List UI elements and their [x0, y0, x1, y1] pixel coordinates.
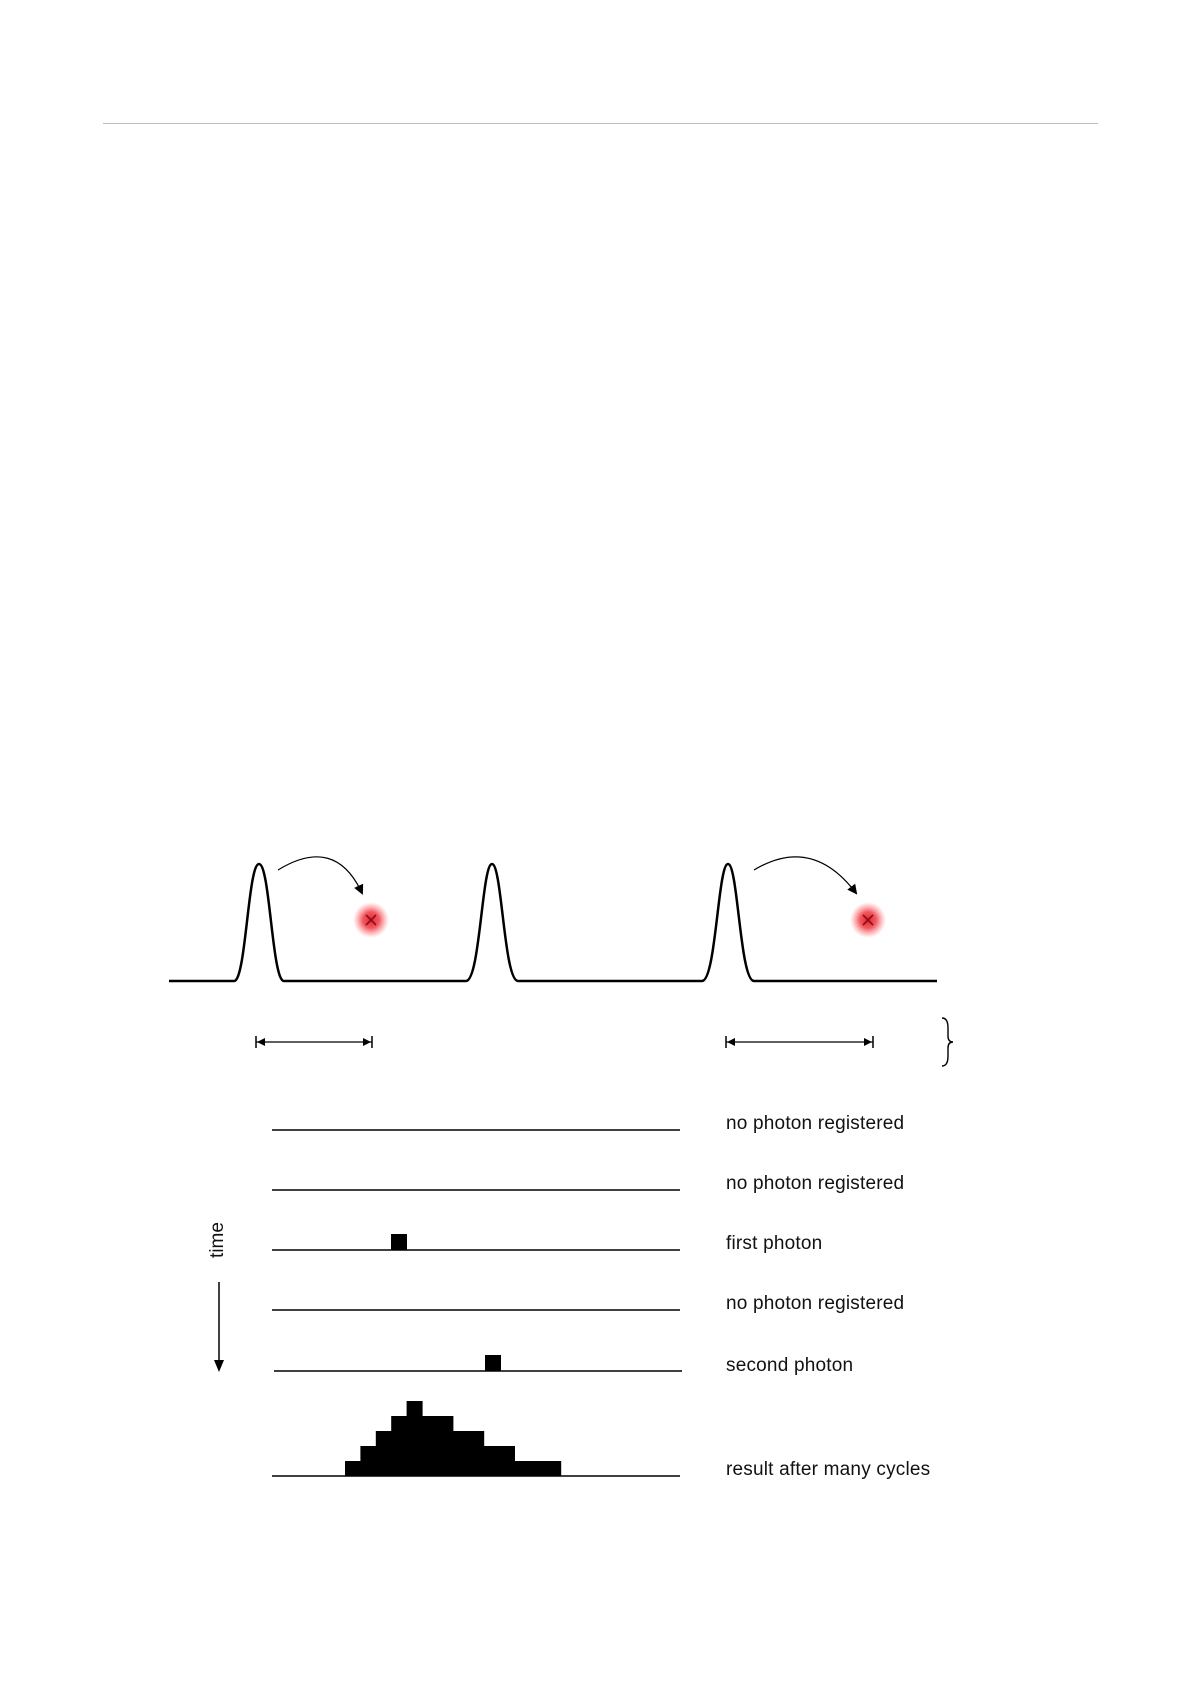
row-label-4: no photon registered [726, 1293, 905, 1314]
first-photon-count [391, 1234, 407, 1250]
histogram-bin-11 [499, 1446, 515, 1476]
histogram-bin-12 [514, 1461, 530, 1476]
time-axis-label: time [207, 1222, 228, 1258]
row-label-3: first photon [726, 1233, 823, 1254]
histogram-bin-14 [545, 1461, 561, 1476]
histogram-bin-9 [468, 1431, 484, 1476]
excitation-pulse-train [169, 864, 937, 981]
histogram-bin-6 [422, 1416, 438, 1476]
excitation-arrow-1 [278, 857, 362, 893]
delay-interval-1 [256, 1036, 372, 1048]
excitation-arrow-2 [754, 857, 856, 893]
histogram-bin-13 [530, 1461, 546, 1476]
histogram-bin-1 [345, 1461, 361, 1476]
histogram-bin-2 [360, 1446, 376, 1476]
histogram-bin-7 [437, 1416, 453, 1476]
row-label-1: no photon registered [726, 1113, 905, 1134]
fluorescence-emission-1 [353, 902, 389, 938]
histogram-bin-4 [391, 1416, 407, 1476]
histogram [345, 1401, 561, 1476]
delay-interval-2 [726, 1036, 873, 1048]
curly-brace [942, 1018, 953, 1066]
time-arrowhead [214, 1360, 224, 1372]
row-label-6: result after many cycles [726, 1459, 931, 1480]
histogram-bin-5 [407, 1401, 423, 1476]
row-label-5: second photon [726, 1355, 854, 1376]
row-label-2: no photon registered [726, 1173, 905, 1194]
fluorescence-emission-2 [850, 902, 886, 938]
histogram-bin-8 [453, 1431, 469, 1476]
histogram-bin-10 [484, 1446, 500, 1476]
second-photon-count [485, 1355, 501, 1371]
histogram-bin-3 [376, 1431, 392, 1476]
